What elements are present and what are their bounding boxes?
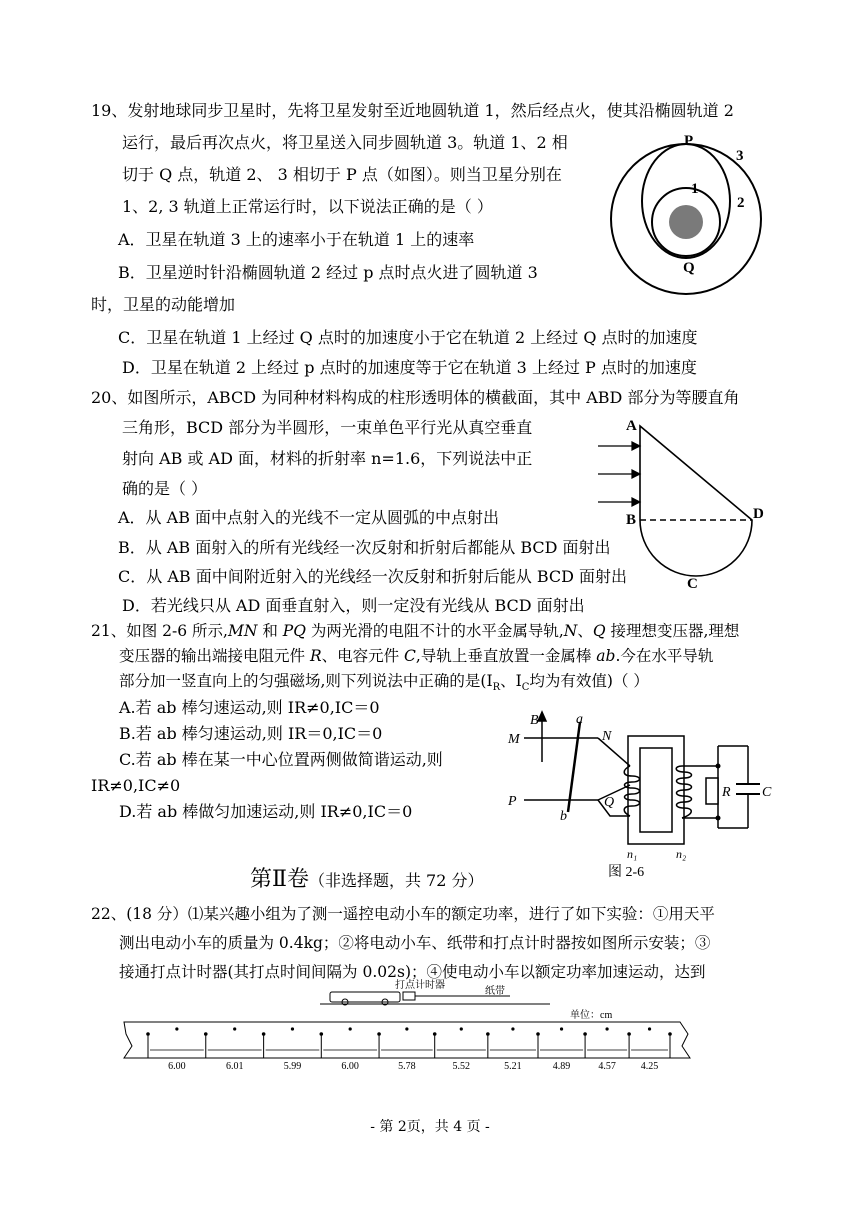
tape-dot xyxy=(233,1027,236,1030)
label-A: A xyxy=(626,418,637,434)
label-P: P xyxy=(684,133,694,149)
label-B: B xyxy=(626,512,637,528)
q22-line1: 22、(18 分）⑴某兴趣小组为了测一遥控电动小车的额定功率，进行了如下实验：①用天平 xyxy=(91,905,715,923)
q19-option-d: D．卫星在轨道 2 上经过 p 点时的加速度等于它在轨道 3 上经过 P 点时的加速度 xyxy=(122,358,697,377)
tape-dot xyxy=(605,1027,608,1030)
tape-label: 纸带 xyxy=(485,986,505,997)
interval-label: 4.89 xyxy=(552,1061,571,1072)
q22-line3: 接通打点计时器(其打点时间间隔为 0.02s)；④使电动小车以额定功率加速运动，达到 xyxy=(119,963,706,981)
label-Q: Q xyxy=(604,795,615,810)
label-Q: Q xyxy=(683,260,695,276)
q21-option-b: B.若 ab 棒匀速运动,则 IR＝0,IC＝0 xyxy=(119,724,383,743)
label-n1: n₁ xyxy=(627,847,638,861)
interval-label: 4.57 xyxy=(598,1061,616,1072)
label-C: C xyxy=(762,785,772,800)
q19-option-a: A．卫星在轨道 3 上的速率小于在轨道 1 上的速率 xyxy=(118,230,475,249)
tape-dot xyxy=(560,1027,563,1030)
q19-line1: 19、发射地球同步卫星时，先将卫星发射至近地圆轨道 1，然后经点火，使其沿椭圆轨道 2 xyxy=(91,101,734,120)
q21-option-a: A.若 ab 棒匀速运动,则 IR≠0,IC＝0 xyxy=(119,698,380,717)
prism-outline xyxy=(640,426,752,576)
interval-label: 4.25 xyxy=(640,1061,659,1072)
interval-label: 5.99 xyxy=(283,1061,302,1072)
tape-dimensions xyxy=(148,1034,670,1072)
tape-dot xyxy=(460,1027,463,1030)
ticker-tape-diagram xyxy=(110,978,700,1073)
q20-option-d: D．若光线只从 AD 面垂直射入，则一定没有光线从 BCD 面射出 xyxy=(122,596,585,615)
tape-dots xyxy=(146,1027,672,1035)
q21-line2: 变压器的输出端接电阻元件 R、电容元件 C,导轨上垂直放置一金属棒 ab.今在水平导轨 xyxy=(119,647,714,665)
interval-label: 5.21 xyxy=(504,1061,522,1072)
label-orbit-3: 3 xyxy=(736,148,744,164)
q19-option-b-cont: 时，卫星的动能增加 xyxy=(91,295,236,314)
q21-option-c-cont: IR≠0,IC≠0 xyxy=(91,776,181,795)
label-B: B xyxy=(530,713,539,728)
q20-line3: 射向 AB 或 AD 面，材料的折射率 n=1.6，下列说法中正 xyxy=(122,449,533,468)
tape-dot xyxy=(291,1027,294,1030)
q19-option-b: B．卫星逆时针沿椭圆轨道 2 经过 p 点时点火进了圆轨道 3 xyxy=(118,263,538,282)
interval-label: 5.52 xyxy=(452,1061,471,1072)
label-orbit-1: 1 xyxy=(691,181,699,197)
q20-line4: 确的是（ ） xyxy=(122,479,208,498)
interval-label: 5.78 xyxy=(398,1061,416,1072)
q19-option-c: C．卫星在轨道 1 上经过 Q 点时的加速度小于它在轨道 2 上经过 Q 点时的加速度 xyxy=(118,328,698,347)
q21-option-c: C.若 ab 棒在某一中心位置两侧做简谐运动,则 xyxy=(119,750,443,769)
label-b: b xyxy=(560,809,567,824)
label-D: D xyxy=(753,506,764,522)
incident-rays xyxy=(598,442,640,506)
page-footer: - 第 2页，共 4 页 - xyxy=(370,1119,490,1135)
prism-diagram xyxy=(580,410,780,592)
tape-dot xyxy=(349,1027,352,1030)
tape-dot xyxy=(648,1027,651,1030)
q22-line2: 测出电动小车的质量为 0.4kg；②将电动小车、纸带和打点计时器按如图所示安装；③ xyxy=(119,934,711,952)
earth xyxy=(669,205,703,239)
transformer-circuit-diagram xyxy=(500,710,790,880)
q20-option-b: B．从 AB 面射入的所有光线经一次反射和折射后都能从 BCD 面射出 xyxy=(118,538,611,557)
label-R: R xyxy=(722,785,731,800)
timer-label: 打点计时器 xyxy=(395,980,445,991)
orbit-diagram xyxy=(600,125,780,300)
label-a: a xyxy=(576,712,583,727)
tape-dot xyxy=(511,1027,514,1030)
q19-line4: 1、2, 3 轨道上正常运行时，以下说法正确的是（ ） xyxy=(122,197,493,216)
unit-label: 单位：cm xyxy=(570,1010,613,1021)
tape-dot xyxy=(175,1027,178,1030)
interval-label: 6.00 xyxy=(341,1061,359,1072)
q20-line1: 20、如图所示，ABCD 为同种材料构成的柱形透明体的横截面，其中 ABD 部分为等腰直角 xyxy=(91,388,740,407)
label-M: M xyxy=(508,732,520,747)
label-N: N xyxy=(602,729,612,744)
q19-line2: 运行，最后再次点火，将卫星送入同步圆轨道 3。轨道 1、2 相 xyxy=(122,133,568,152)
q20-option-a: A．从 AB 面中点射入的光线不一定从圆弧的中点射出 xyxy=(118,508,500,527)
label-orbit-2: 2 xyxy=(737,195,745,211)
q21-line3: 部分加一竖直向上的匀强磁场,则下列说法中正确的是($I_R$、$I_C$均为有效值)（ ） xyxy=(119,672,649,694)
interval-label: 6.00 xyxy=(168,1061,186,1072)
q21-option-d: D.若 ab 棒做匀加速运动,则 IR≠0,IC＝0 xyxy=(119,802,413,821)
section-title: 第Ⅱ卷（非选择题，共 72 分） xyxy=(250,867,484,892)
q20-line2: 三角形，BCD 部分为半圆形，一束单色平行光从真空垂直 xyxy=(122,418,533,437)
orbit-2 xyxy=(642,144,730,258)
q20-option-c: C．从 AB 面中间附近射入的光线经一次反射和折射后能从 BCD 面射出 xyxy=(118,567,628,586)
figure-caption: 图 2-6 xyxy=(608,865,645,880)
interval-label: 6.01 xyxy=(225,1061,244,1072)
label-P: P xyxy=(508,794,517,809)
tape-dot xyxy=(405,1027,408,1030)
label-C: C xyxy=(687,576,698,592)
q21-line1: 21、如图 2-6 所示,MN 和 PQ 为两光滑的电阻不计的水平金属导轨,N、Q 接理想变压器,理想 xyxy=(91,622,740,640)
q19-line3: 切于 Q 点，轨道 2、 3 相切于 P 点（如图）。则当卫星分别在 xyxy=(122,165,562,184)
label-n2: n₂ xyxy=(676,847,687,861)
